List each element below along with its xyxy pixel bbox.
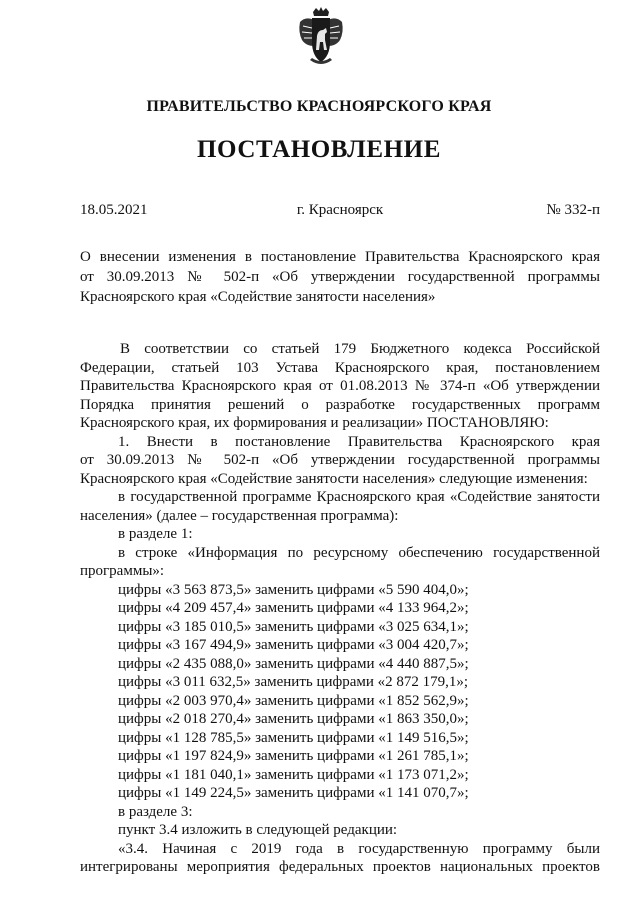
replacement-line: цифры «1 197 824,9» заменить цифрами «1 261 785,1»; [118,748,469,764]
preamble-line: В соответствии со статьей 179 Бюджетного кодекса Российской [120,341,600,357]
item1-line: 1. Внести в постановление Правительства Красноярского края [118,433,600,450]
subject-line: О внесении изменения в постановление Правительства Красноярского края [80,249,600,265]
point34-line: «3.4. Начиная с 2019 года в государственную программу были [118,840,600,857]
replacement-line: цифры «1 181 040,1» заменить цифрами «1 173 071,2»; [118,766,469,783]
row-info-line: программы»: [80,563,165,579]
program-line: в государственной программе Красноярского края «Содействие занятости [118,489,600,505]
replacement-line: цифры «2 003 970,4» заменить цифрами «1 852 562,9»; [118,692,469,709]
subject-line: от 30.09.2013 № 502-п «Об утверждении государственной программы [80,269,600,285]
point34-line: интегрированы мероприятия федеральных проектов национальных проектов [80,859,600,875]
replacement-line: цифры «3 563 873,5» заменить цифрами «5 590 404,0»; [118,581,469,598]
preamble-line: Красноярского края, их формирования и реализации» ПОСТАНОВЛЯЮ: [80,415,549,431]
coat-of-arms-icon [296,6,346,68]
replacement-line: цифры «3 167 494,9» заменить цифрами «3 004 420,7»; [118,637,469,653]
item1-line: Красноярского края «Содействие занятости населения» следующие изменения: [80,470,588,487]
replacement-line: цифры «2 435 088,0» заменить цифрами «4 440 887,5»; [118,655,469,672]
replacement-line: цифры «3 185 010,5» заменить цифрами «3 025 634,1»; [118,618,469,635]
replacement-line: цифры «1 149 224,5» заменить цифрами «1 141 070,7»; [118,785,469,801]
section1-heading: в разделе 1: [118,526,193,542]
replacement-line: цифры «1 128 785,5» заменить цифрами «1 149 516,5»; [118,729,469,746]
row-info-line: в строке «Информация по ресурсному обеспечению государственной [118,544,600,561]
replacement-line: цифры «2 018 270,4» заменить цифрами «1 863 350,0»; [118,711,469,727]
document-number: № 332-п [546,202,600,218]
replacement-line: цифры «3 011 632,5» заменить цифрами «2 872 179,1»; [118,674,469,690]
document-type-title: ПОСТАНОВЛЕНИЕ [196,136,442,163]
preamble-line: Правительства Красноярского края от 01.08.2013 № 374-п «Об утверждении [80,378,600,394]
preamble-line: Федерации, статьей 103 Устава Красноярского края, постановлением [80,359,600,376]
document-date: 18.05.2021 [80,202,148,218]
government-name: ПРАВИТЕЛЬСТВО КРАСНОЯРСКОГО КРАЯ [146,98,492,115]
document-city: г. Красноярск [296,202,384,218]
point34-intro: пункт 3.4 изложить в следующей редакции: [118,822,398,838]
document-subject [80,247,600,307]
document-body [80,340,600,877]
subject-line: Красноярского края «Содействие занятости населения» [80,289,436,305]
document-meta-row [80,202,600,222]
replacement-line: цифры «4 209 457,4» заменить цифрами «4 133 964,2»; [118,600,469,616]
preamble-line: Порядка принятия решений о разработке государственных программ [80,396,600,413]
program-line: населения» (далее – государственная программа): [80,507,399,524]
item1-line: от 30.09.2013 № 502-п «Об утверждении государственной программы [80,452,600,468]
section3-heading: в разделе 3: [118,803,193,820]
